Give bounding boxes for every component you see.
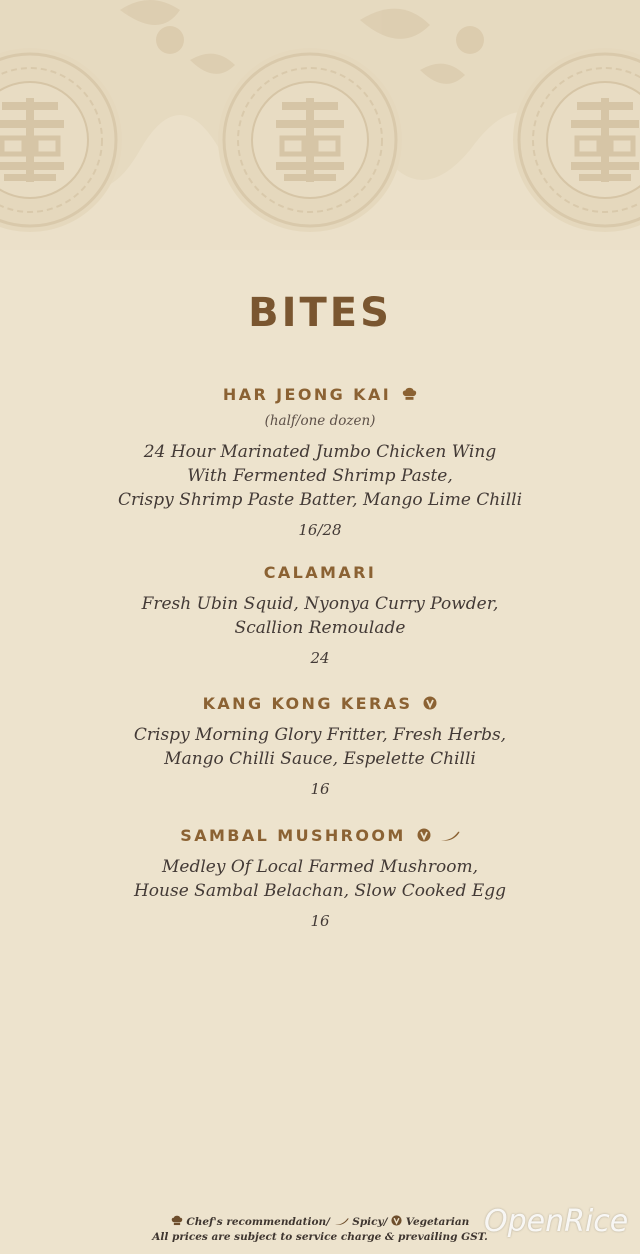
legend-veg-text: Vegetarian <box>405 1216 470 1228</box>
item-name: KANG KONG KERAS <box>202 694 413 713</box>
description-line: Medley Of Local Farmed Mushroom, <box>161 857 479 877</box>
description-line: Fresh Ubin Squid, Nyonya Curry Powder, <box>141 594 499 614</box>
item-description <box>0 723 640 771</box>
description-line: Crispy Morning Glory Fritter, Fresh Herbs, <box>133 725 507 745</box>
header-pattern <box>0 0 640 250</box>
description-line: 24 Hour Marinated Jumbo Chicken Wing <box>143 442 497 462</box>
price-disclaimer: All prices are subject to service charge & prevailing GST. <box>152 1231 488 1243</box>
item-name: SAMBAL MUSHROOM <box>180 826 406 845</box>
item-price: 16 <box>310 912 330 930</box>
openrice-watermark: OpenRice <box>484 1204 629 1239</box>
item-name: HAR JEONG KAI <box>222 385 392 404</box>
menu-item-sambal-mushroom <box>0 823 640 931</box>
item-name: CALAMARI <box>263 563 377 582</box>
chilli-icon <box>440 824 460 850</box>
description-line: Crispy Shrimp Paste Batter, Mango Lime Chilli <box>117 490 523 510</box>
item-description <box>0 592 640 640</box>
chef-hat-icon <box>171 1216 187 1228</box>
menu-item-har-jeong-kai <box>0 382 640 540</box>
item-note: (half/one dozen) <box>264 413 376 429</box>
vegetarian-icon <box>391 1216 406 1228</box>
vegetarian-icon <box>423 692 437 718</box>
item-description <box>0 440 640 512</box>
menu-item-kang-kong-keras <box>0 691 640 799</box>
section-title: BITES <box>248 290 392 336</box>
chef-hat-icon <box>402 383 417 409</box>
item-price: 24 <box>310 649 330 667</box>
item-name-row <box>0 382 640 408</box>
vegetarian-icon <box>417 824 431 850</box>
item-name-row <box>0 823 640 849</box>
description-line: House Sambal Belachan, Slow Cooked Egg <box>133 881 507 901</box>
description-line: Scallion Remoulade <box>234 618 406 638</box>
item-name-row <box>0 560 640 586</box>
description-line: Mango Chilli Sauce, Espelette Chilli <box>164 749 476 769</box>
item-price: 16/28 <box>298 521 342 539</box>
chilli-icon <box>330 1216 352 1228</box>
menu-item-calamari <box>0 560 640 668</box>
description-line: With Fermented Shrimp Paste, <box>187 466 453 486</box>
item-price: 16 <box>310 780 330 798</box>
legend-chef-text: Chef's recommendation/ <box>186 1216 330 1228</box>
legend-spicy-text: Spicy/ <box>352 1216 388 1228</box>
item-name-row <box>0 691 640 717</box>
item-description <box>0 855 640 903</box>
